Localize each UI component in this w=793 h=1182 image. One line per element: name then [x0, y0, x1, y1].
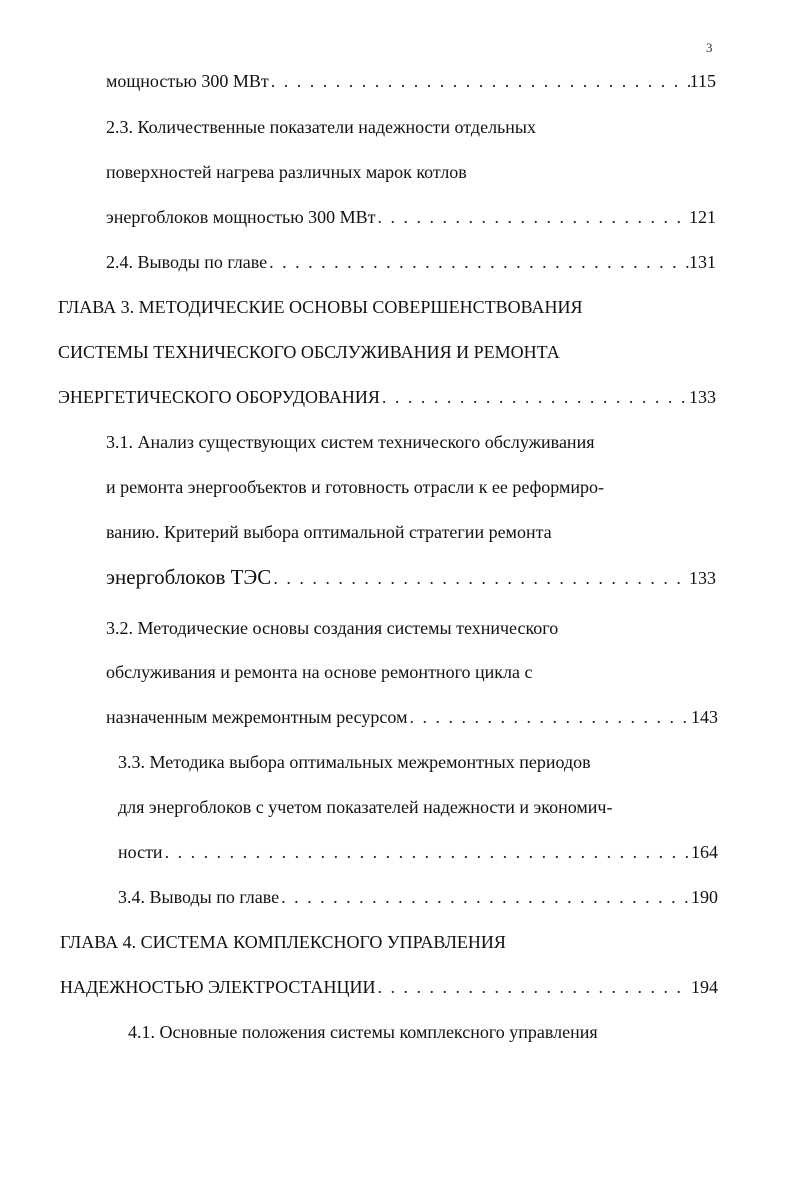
toc-entry-text: назначенным межремонтным ресурсом	[106, 707, 408, 727]
toc-page-number: 133	[689, 387, 716, 407]
dot-leader	[375, 976, 691, 998]
dot-leader	[269, 70, 690, 92]
toc-entry-text: ности	[118, 842, 163, 862]
toc-page-number: 121	[689, 207, 716, 227]
toc-entry-2-4	[106, 251, 716, 273]
toc-page-number: 143	[691, 707, 718, 727]
toc-entry-text: мощностью 300 МВт	[106, 71, 269, 91]
page-number: 3	[706, 40, 713, 55]
toc-entry-text: 3.4. Выводы по главе	[118, 887, 280, 907]
toc-entry-2-2-end	[106, 70, 716, 92]
dot-leader	[271, 567, 689, 589]
toc-entry-3-2-line-2: обслуживания и ремонта на основе ремонтного цикла с	[106, 662, 533, 682]
toc-page-number: 131	[689, 252, 716, 272]
toc-chapter-4-line-1: ГЛАВА 4. СИСТЕМА КОМПЛЕКСНОГО УПРАВЛЕНИЯ	[60, 932, 506, 952]
toc-entry-3-2-line-1: 3.2. Методические основы создания системы технического	[106, 618, 559, 638]
toc-entry-3-1-line-3: ванию. Критерий выбора оптимальной стратегии ремонта	[106, 522, 552, 542]
toc-entry-3-3	[118, 841, 718, 863]
toc-page-number: 164	[691, 842, 718, 862]
toc-chapter-4	[60, 976, 718, 998]
toc-page-number: 194	[691, 977, 718, 997]
dot-leader	[163, 841, 691, 863]
toc-chapter-3-line-1: ГЛАВА 3. МЕТОДИЧЕСКИЕ ОСНОВЫ СОВЕРШЕНСТВОВАНИЯ	[58, 297, 583, 317]
dot-leader	[279, 886, 691, 908]
dot-leader	[380, 386, 689, 408]
toc-entry-text: НАДЕЖНОСТЬЮ ЭЛЕКТРОСТАНЦИИ	[60, 977, 376, 997]
toc-entry-3-1-line-1: 3.1. Анализ существующих систем технического обслуживания	[106, 432, 595, 452]
toc-entry-2-3	[106, 206, 716, 228]
toc-chapter-3-line-2: СИСТЕМЫ ТЕХНИЧЕСКОГО ОБСЛУЖИВАНИЯ И РЕМОНТА	[58, 342, 560, 362]
toc-entry-2-3-line-2: поверхностей нагрева различных марок котлов	[106, 162, 467, 182]
toc-entry-3-1-line-2: и ремонта энергообъектов и готовность отрасли к ее реформиро-	[106, 477, 605, 497]
toc-entry-3-1	[106, 566, 716, 589]
toc-page-number: 190	[691, 887, 718, 907]
toc-entry-text: 2.4. Выводы по главе	[106, 252, 268, 272]
toc-chapter-3	[58, 386, 716, 408]
toc-entry-3-2	[106, 706, 718, 728]
toc-entry-3-4	[118, 886, 718, 908]
toc-entry-4-1-line-1: 4.1. Основные положения системы комплексного управления	[128, 1022, 598, 1042]
toc-entry-2-3-line-1: 2.3. Количественные показатели надежности отдельных	[106, 117, 536, 137]
toc-entry-text: ЭНЕРГЕТИЧЕСКОГО ОБОРУДОВАНИЯ	[58, 387, 380, 407]
toc-entry-3-3-line-1: 3.3. Методика выбора оптимальных межремонтных периодов	[118, 752, 591, 772]
dot-leader	[407, 706, 691, 728]
toc-entry-text: энергоблоков мощностью 300 МВт	[106, 207, 376, 227]
dot-leader	[267, 251, 689, 273]
toc-entry-text: энергоблоков ТЭС	[106, 565, 272, 589]
toc-entry-3-3-line-2: для энергоблоков с учетом показателей надежности и экономич-	[118, 797, 613, 817]
dot-leader	[376, 206, 689, 228]
toc-page-number: 115	[689, 71, 716, 91]
toc-page-number: 133	[689, 568, 716, 588]
